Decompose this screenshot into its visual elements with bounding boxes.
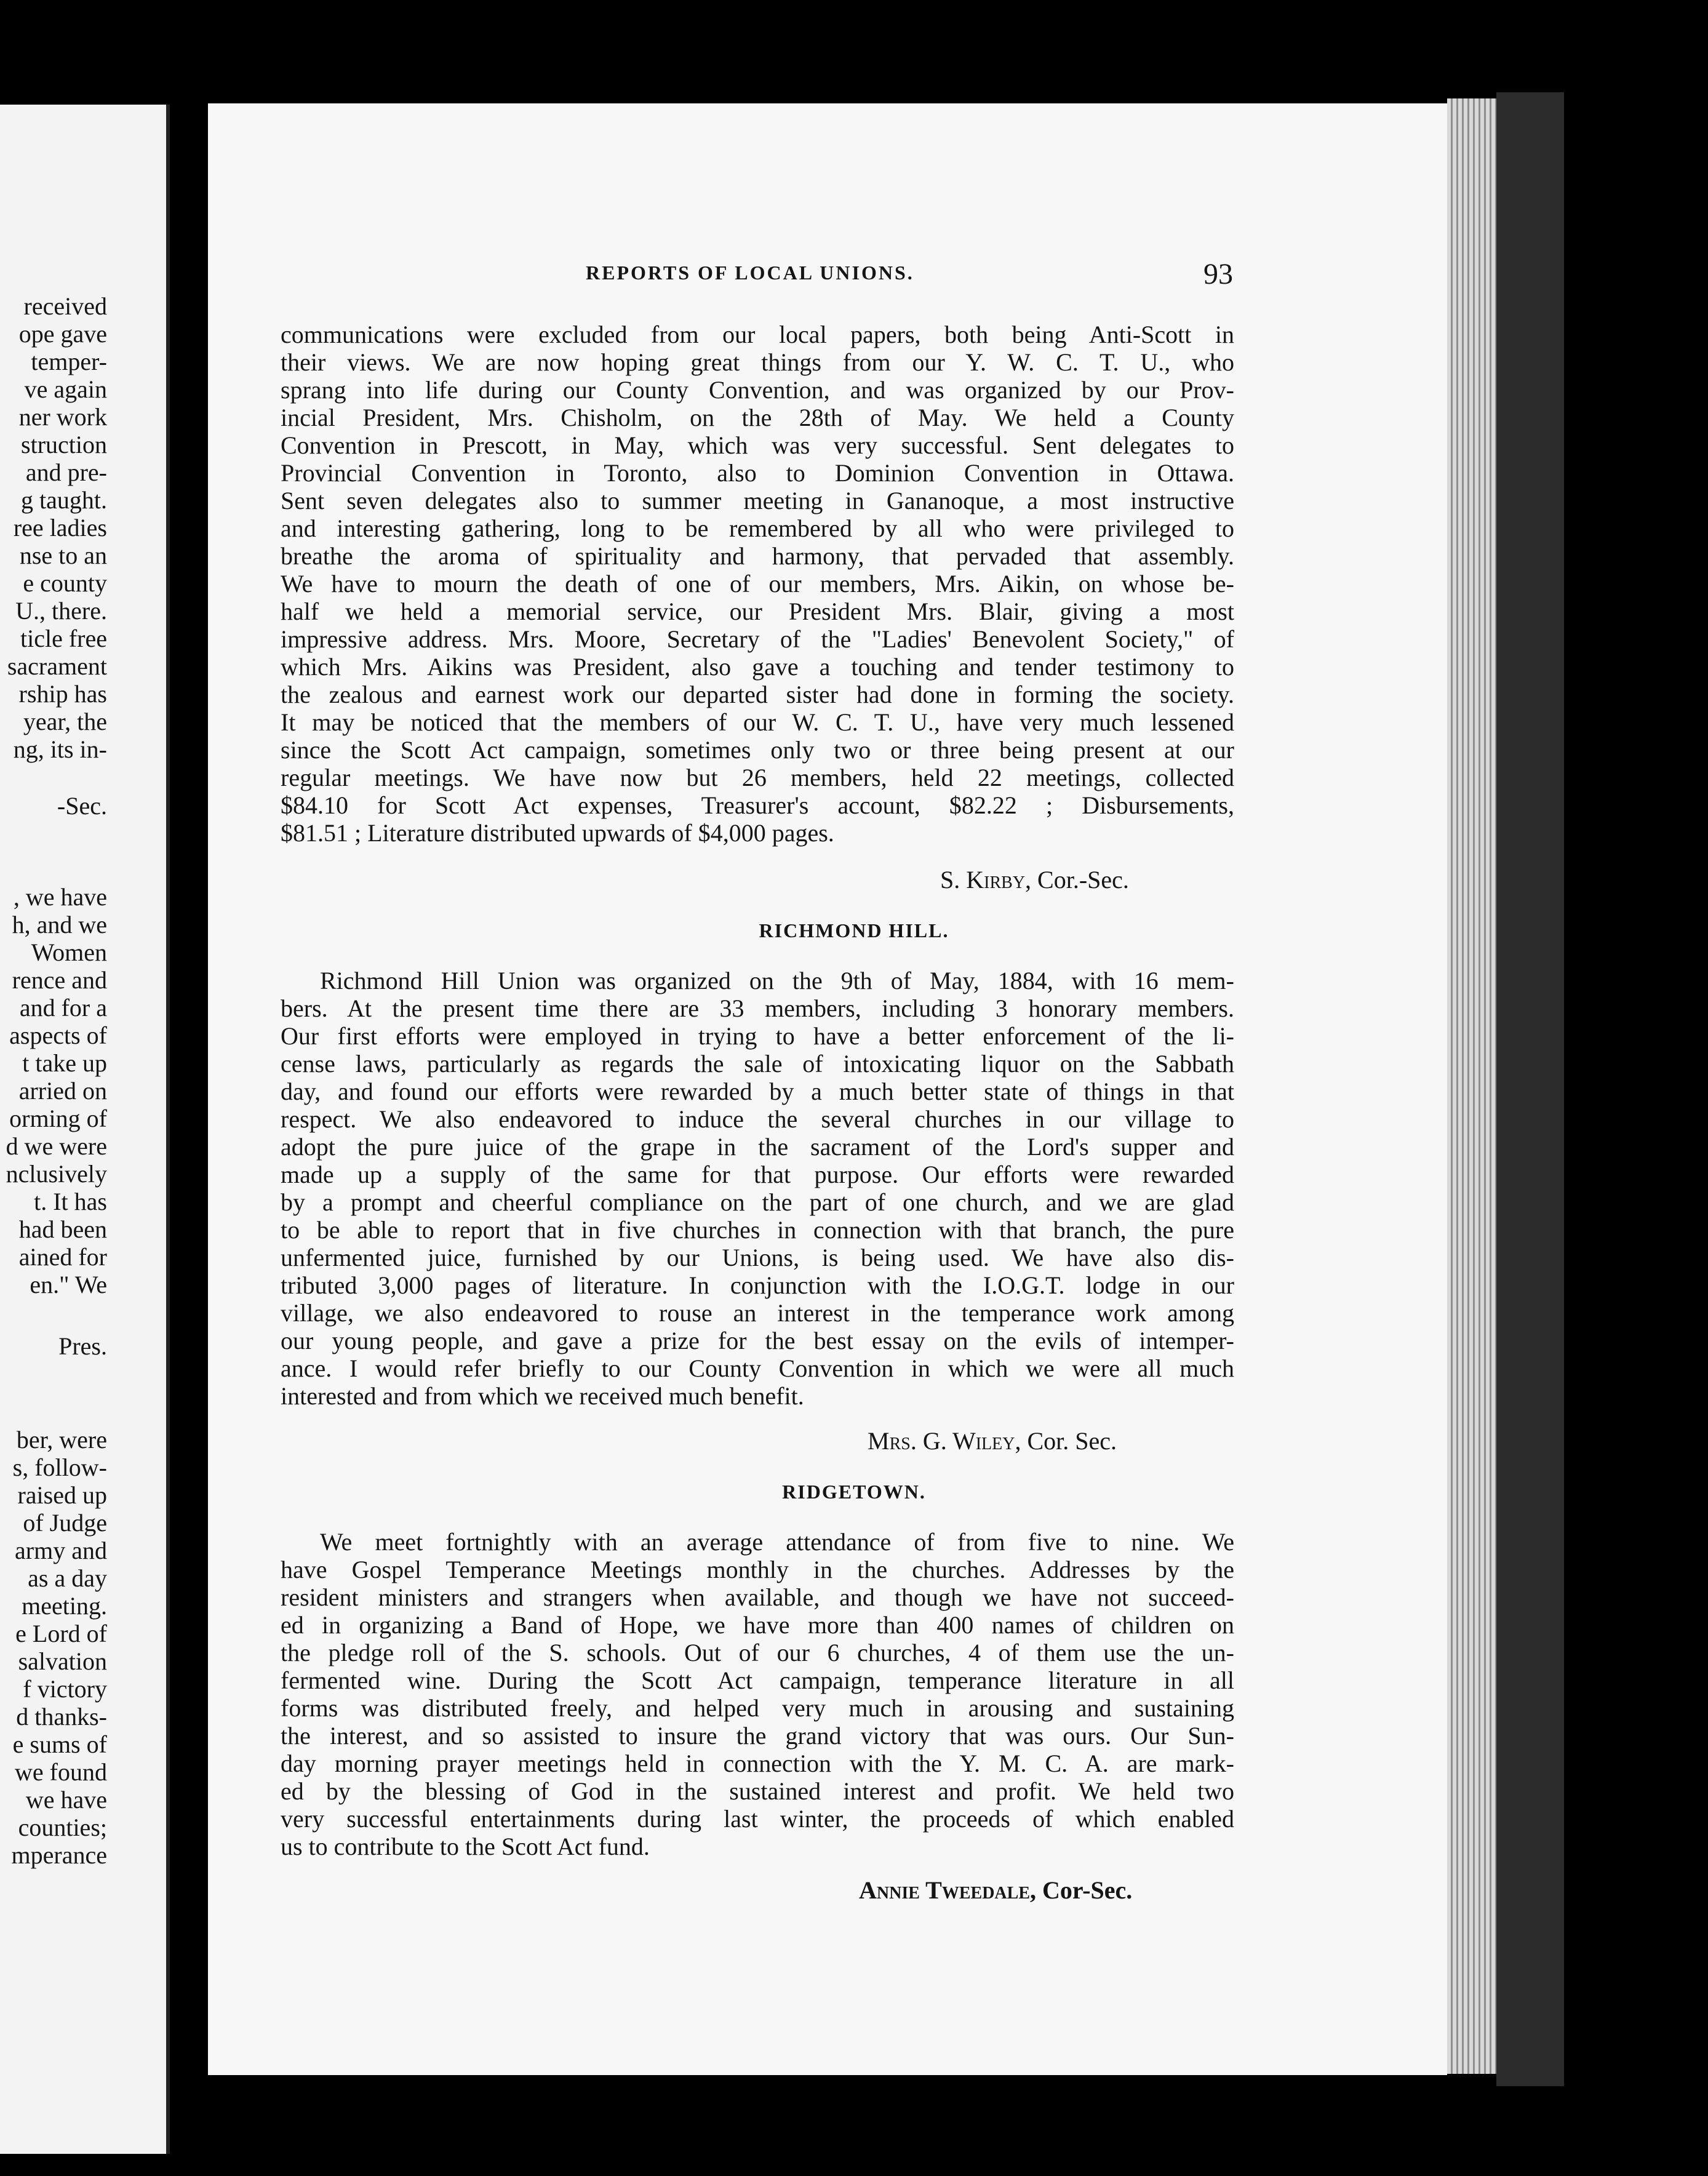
text-line: ed in organizing a Band of Hope, we have more than 400 names of children on [281,1611,1234,1639]
facing-page-line: en." We [30,1271,107,1298]
running-head: REPORTS OF LOCAL UNIONS. [586,262,914,284]
facing-page-line: struction [21,431,107,458]
text-line: impressive address. Mrs. Moore, Secretary of the "Ladies' Benevolent Society," of [281,625,1234,653]
facing-page-line: ope gave [18,320,107,348]
facing-page-line: -Sec. [57,792,107,820]
facing-page-line: e Lord of [15,1620,107,1647]
text-line: Richmond Hill Union was organized on the 9th of May, 1884, with 16 mem- [320,967,1234,994]
facing-page-line: of Judge [23,1509,107,1537]
facing-page-line: rence and [12,966,107,994]
facing-page-line: , we have [13,883,107,911]
text-line: $84.10 for Scott Act expenses, Treasurer's account, $82.22 ; Disbursements, [281,791,1234,819]
facing-page-line: t. It has [34,1188,107,1215]
signature-title: , Cor. Sec. [1015,1427,1117,1455]
facing-page-line: had been [18,1215,107,1243]
text-line: tributed 3,000 pages of literature. In conjunction with the I.O.G.T. lodge in our [281,1271,1234,1299]
text-line: cense laws, particularly as regards the sale of intoxicating liquor on the Sabbath [281,1050,1234,1078]
text-line: their views. We are now hoping great things from our Y. W. C. T. U., who [281,348,1234,376]
text-line: and interesting gathering, long to be remembered by all who were privileged to [281,514,1234,542]
text-line: We have to mourn the death of one of our members, Mrs. Aikin, on whose be- [281,570,1234,598]
facing-page-line: s, follow- [12,1454,107,1481]
signature-name: Annie Tweedale [859,1876,1031,1904]
signature-name: Mrs. G. Wiley [868,1427,1015,1455]
facing-page-line: sacrament [7,652,107,680]
facing-page-line: ner work [18,403,107,431]
text-line: to be able to report that in five churches in connection with that branch, the pure [281,1216,1234,1244]
text-line: incial President, Mrs. Chisholm, on the 28th of May. We held a County [281,404,1234,431]
facing-page-line: g taught. [21,486,107,514]
text-line: It may be noticed that the members of our W. C. T. U., have very much lessened [281,708,1234,736]
facing-page-line: as a day [28,1564,107,1592]
text-line: sprang into life during our County Convention, and was organized by our Prov- [281,376,1234,404]
section-heading-richmond-hill: RICHMOND HILL. [759,919,949,942]
text-line: Provincial Convention in Toronto, also to Dominion Convention in Ottawa. [281,459,1234,487]
facing-page-line: temper- [31,348,107,375]
text-line: forms was distributed freely, and helped very much in arousing and sustaining [281,1694,1234,1722]
text-line: day, and found our efforts were rewarded by a much better state of things in that [281,1078,1234,1105]
facing-page-line: received [23,292,107,320]
facing-page-line: salvation [18,1647,107,1675]
facing-page-line: ng, its in- [13,735,107,763]
facing-page-line: Pres. [58,1332,107,1360]
text-line: breathe the aroma of spirituality and harmony, that pervaded that assembly. [281,542,1234,570]
page-number: 93 [1203,258,1233,290]
facing-page-line: t take up [22,1049,107,1077]
text-line: by a prompt and cheerful compliance on the part of one church, and we are glad [281,1188,1234,1216]
facing-page-line: rship has [18,680,107,708]
facing-page-line: and for a [19,994,107,1022]
facing-page-line: ve again [24,375,107,403]
facing-page-line: year, the [23,708,107,735]
facing-page-line: h, and we [12,911,107,938]
text-line: communications were excluded from our local papers, both being Anti-Scott in [281,321,1234,348]
text-line: which Mrs. Aikins was President, also gave a touching and tender testimony to [281,653,1234,681]
facing-page-line: e sums of [12,1730,107,1758]
text-line: Our first efforts were employed in trying to have a better enforcement of the li- [281,1022,1234,1050]
text-line: Convention in Prescott, in May, which was very successful. Sent delegates to [281,431,1234,459]
text-line: Sent seven delegates also to summer meeting in Gananoque, a most instructive [281,487,1234,514]
text-line: ed by the blessing of God in the sustained interest and profit. We held two [281,1777,1234,1805]
book-cover [1496,92,1564,2086]
signature-kirby [940,866,1129,894]
text-line: our young people, and gave a prize for the best essay on the evils of intemper- [281,1327,1234,1354]
text-line: bers. At the present time there are 33 members, including 3 honorary members. [281,994,1234,1022]
facing-page-line: counties; [18,1814,107,1841]
text-line: very successful entertainments during last winter, the proceeds of which enabled [281,1805,1234,1833]
facing-page-line: army and [15,1537,107,1564]
text-line: day morning prayer meetings held in connection with the Y. M. C. A. are mark- [281,1750,1234,1777]
facing-page-line: we found [15,1758,107,1786]
facing-page-line: mperance [11,1841,107,1869]
text-line: the zealous and earnest work our departed sister had done in forming the society. [281,681,1234,708]
signature-title: , Cor.-Sec. [1025,866,1129,894]
facing-page-line: Women [31,938,107,966]
text-line: unfermented juice, furnished by our Unions, is being used. We have also dis- [281,1244,1234,1271]
signature-title: , Cor-Sec. [1030,1876,1133,1904]
facing-page-line: nclusively [6,1160,107,1188]
facing-page-line: meeting. [22,1592,107,1620]
text-line: the interest, and so assisted to insure the grand victory that was ours. Our Sun- [281,1722,1234,1750]
facing-page-line: U., there. [15,597,107,625]
section-heading-ridgetown: RIDGETOWN. [782,1481,926,1503]
signature-initial: S. [940,866,967,894]
page-edges [1447,98,1496,2074]
facing-page-line: d thanks- [16,1703,107,1730]
text-line: resident ministers and strangers when available, and though we have not succeed- [281,1583,1234,1611]
facing-page [0,105,170,2154]
facing-page-line: and pre- [25,458,107,486]
facing-page-line: orming of [9,1105,107,1132]
text-line: since the Scott Act campaign, sometimes only two or three being present at our [281,736,1234,764]
facing-page-line: raised up [17,1481,107,1509]
text-line: village, we also endeavored to rouse an interest in the temperance work among [281,1299,1234,1327]
text-line: the pledge roll of the S. schools. Out of our 6 churches, 4 of them use the un- [281,1639,1234,1666]
text-line: $81.51 ; Literature distributed upwards of $4,000 pages. [281,819,834,847]
facing-page-line: d we were [6,1132,107,1160]
text-line: have Gospel Temperance Meetings monthly in the churches. Addresses by the [281,1556,1234,1583]
facing-page-line: aspects of [9,1022,107,1049]
signature-tweedale [859,1877,1132,1904]
facing-page-line: nse to an [19,542,107,569]
facing-page-line: ree ladies [13,514,107,542]
text-line: made up a supply of the same for that purpose. Our efforts were rewarded [281,1161,1234,1188]
facing-page-line: we have [25,1786,107,1814]
signature-name: Kirby [966,866,1026,894]
facing-page-line: arried on [18,1077,107,1105]
facing-page-line: ained for [18,1243,107,1271]
text-line: We meet fortnightly with an average attendance of from five to nine. We [320,1528,1234,1556]
text-line: us to contribute to the Scott Act fund. [281,1833,650,1860]
facing-page-line: f victory [23,1675,107,1703]
text-line: ance. I would refer briefly to our County Convention in which we were all much [281,1354,1234,1382]
text-line: interested and from which we received much benefit. [281,1382,804,1410]
text-line: adopt the pure juice of the grape in the sacrament of the Lord's supper and [281,1133,1234,1161]
text-line: respect. We also endeavored to induce the several churches in our village to [281,1105,1234,1133]
facing-page-line: ticle free [20,625,107,652]
facing-page-line: e county [23,569,107,597]
signature-wiley [868,1428,1117,1455]
text-line: half we held a memorial service, our President Mrs. Blair, giving a most [281,598,1234,625]
text-line: fermented wine. During the Scott Act campaign, temperance literature in all [281,1666,1234,1694]
facing-page-line: ber, were [16,1426,107,1454]
text-line: regular meetings. We have now but 26 members, held 22 meetings, collected [281,764,1234,791]
